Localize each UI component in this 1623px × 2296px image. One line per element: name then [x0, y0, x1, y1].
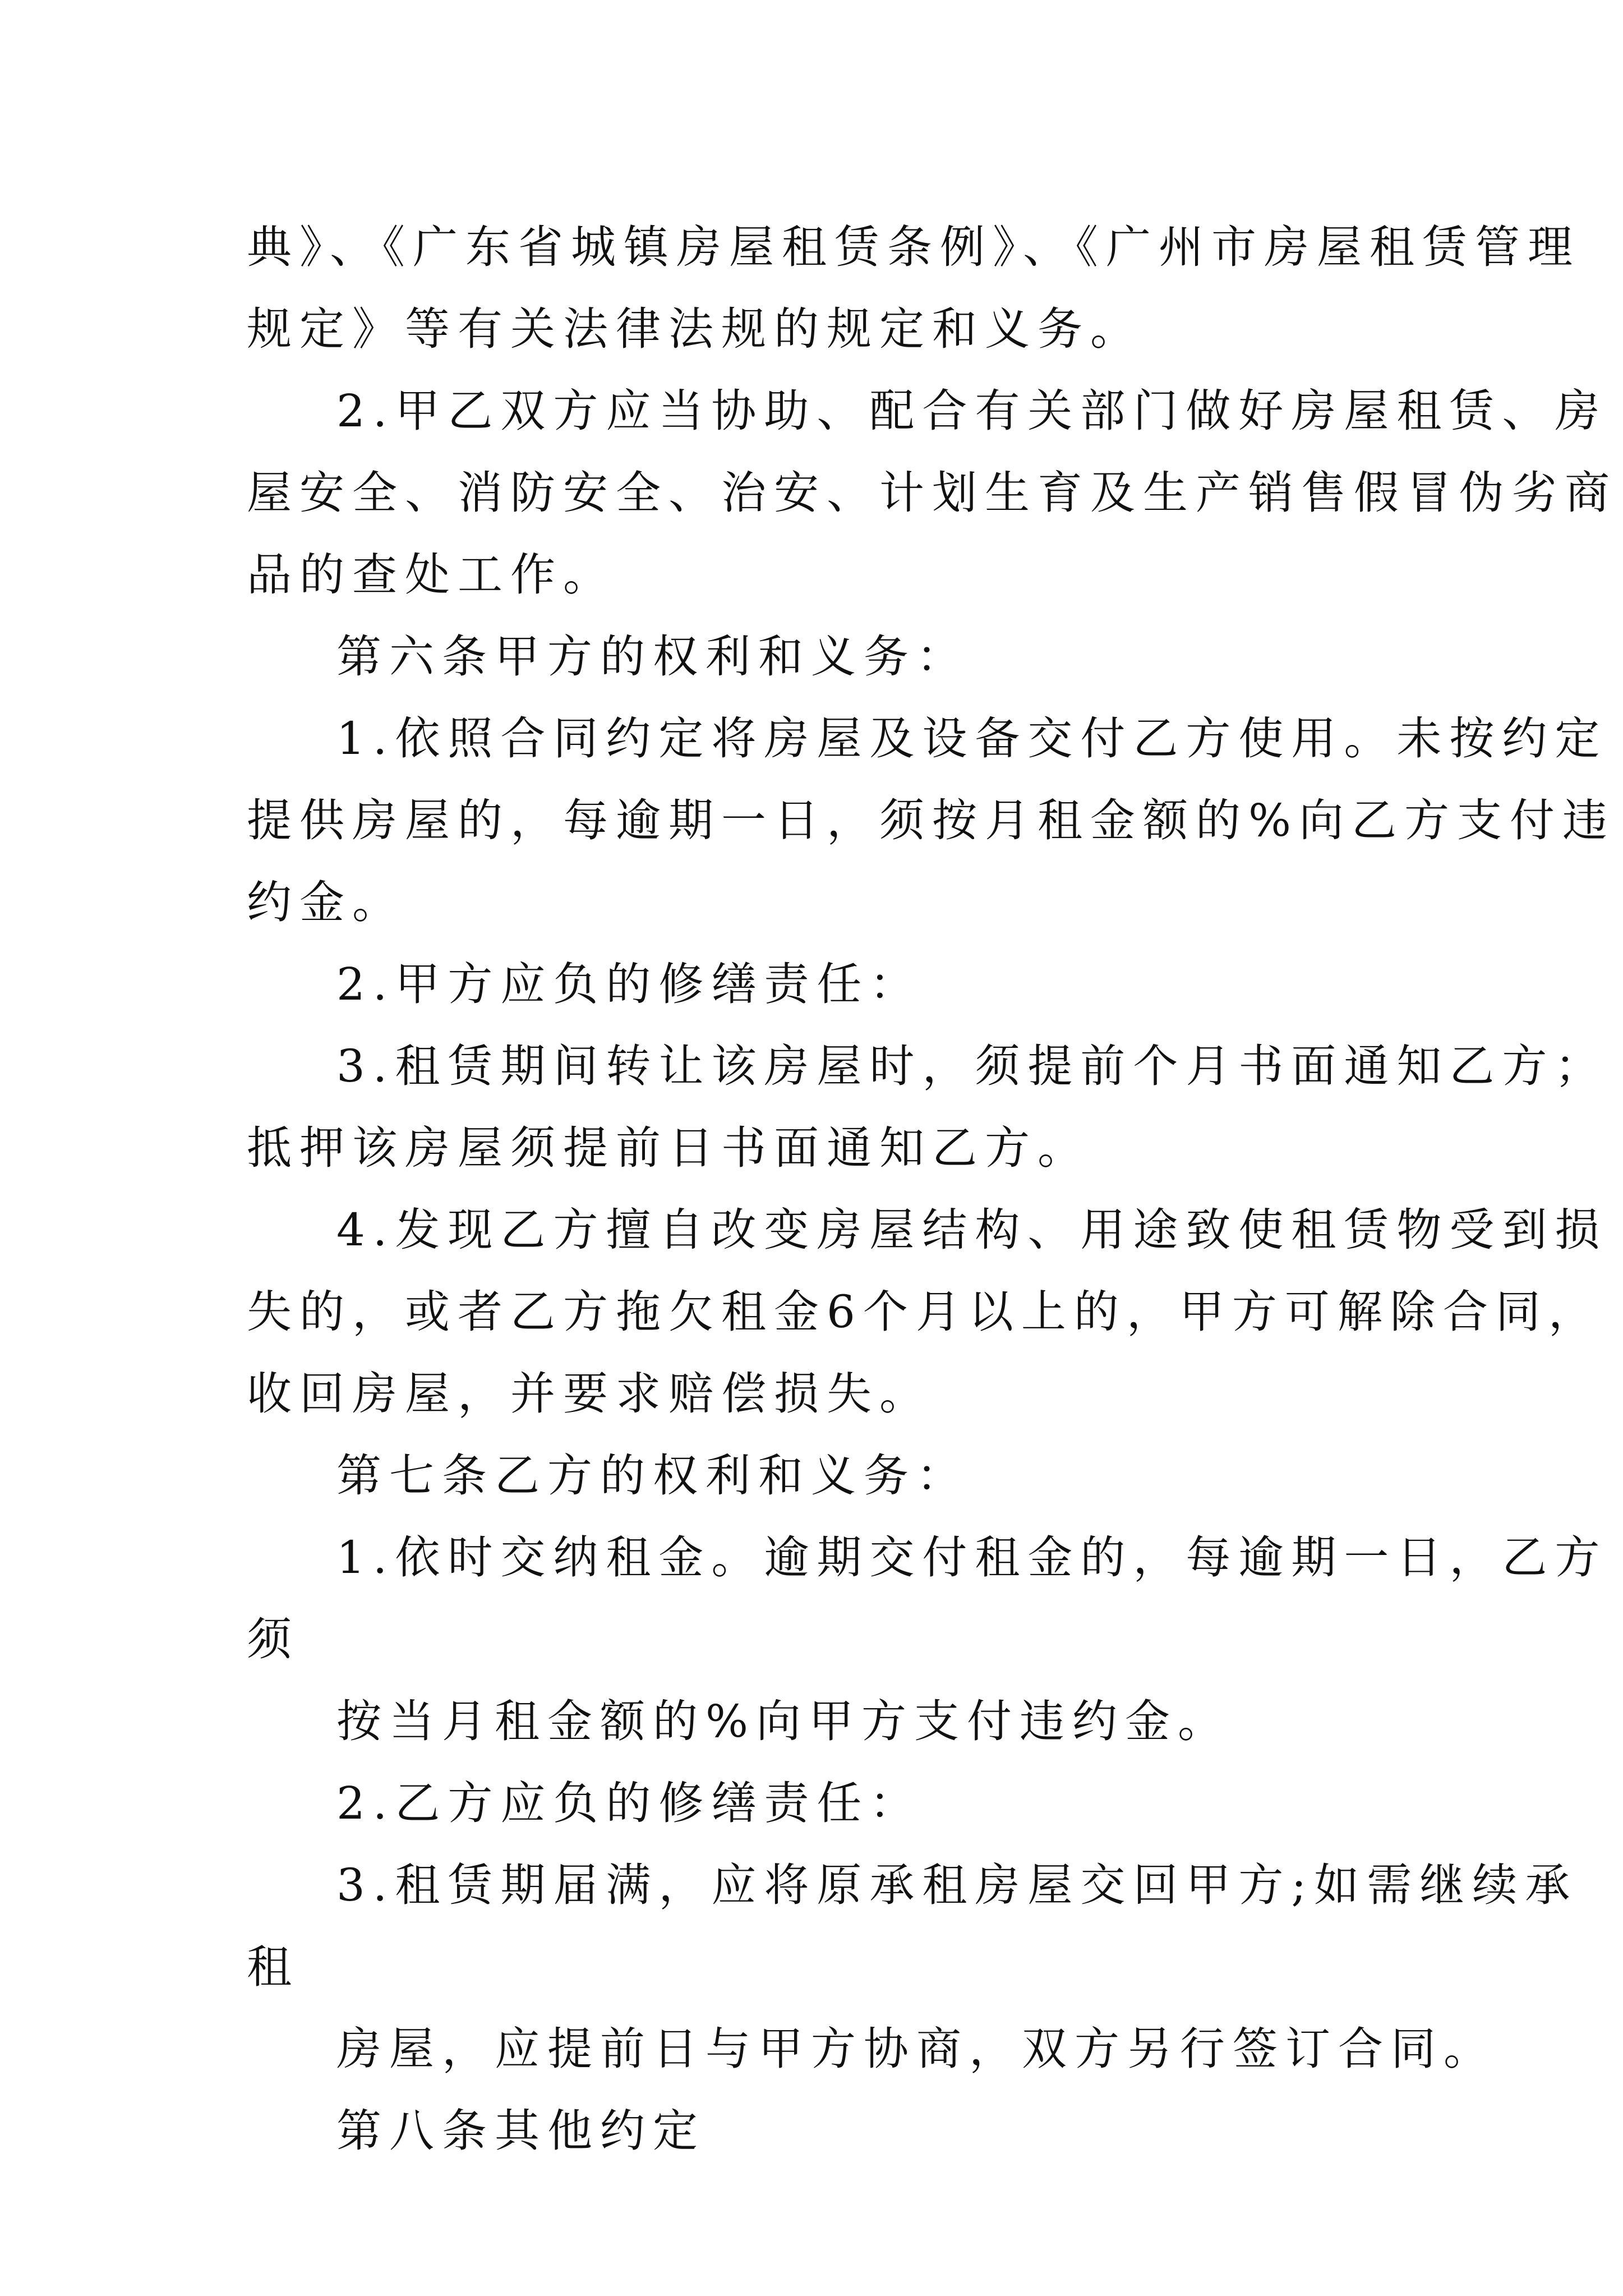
text-line: 约金。: [247, 876, 405, 928]
text-line: 4.发现乙方擅自改变房屋结构、用途致使租赁物受到损: [336, 1204, 1608, 1256]
text-line: 收回房屋，并要求赔偿损失。: [247, 1368, 932, 1420]
text-line: 1.依时交纳租金。逾期交付租金的，每逾期一日，乙方: [336, 1531, 1608, 1584]
section-heading: 第八条其他约定: [336, 2105, 706, 2157]
text-line: 2.甲方应负的修缮责任：: [336, 958, 923, 1010]
text-line: 3.租赁期届满，应将原承租房屋交回甲方;如需继续承: [336, 1859, 1578, 1911]
text-line: 房屋，应提前日与甲方协商，双方另行签订合同。: [336, 2023, 1496, 2075]
section-heading: 第七条乙方的权利和义务：: [336, 1450, 969, 1502]
text-line: 品的查处工作。: [247, 549, 616, 601]
text-line: 典》、《广东省城镇房屋租赁条例》、《广州市房屋租赁管理: [247, 221, 1580, 273]
document-body: [247, 206, 1617, 2172]
text-line: 2.乙方应负的修缮责任：: [336, 1777, 923, 1829]
text-line: 提供房屋的，每逾期一日，须按月租金额的%向乙方支付违: [247, 794, 1616, 846]
text-line: 3.租赁期间转让该房屋时，须提前个月书面通知乙方；: [336, 1040, 1608, 1092]
text-line: 2.甲乙双方应当协助、配合有关部门做好房屋租赁、房: [336, 385, 1608, 437]
text-line: 失的，或者乙方拖欠租金6个月以上的，甲方可解除合同，: [247, 1286, 1601, 1338]
text-line: 须: [247, 1613, 299, 1665]
section-heading: 第六条甲方的权利和义务：: [336, 631, 969, 683]
text-line: 抵押该房屋须提前日书面通知乙方。: [247, 1122, 1090, 1174]
text-line: 租: [247, 1941, 299, 1993]
text-line: 规定》等有关法律法规的规定和义务。: [247, 303, 1143, 355]
text-line: 屋安全、消防安全、治安、计划生育及生产销售假冒伪劣商: [247, 467, 1617, 519]
text-line: 按当月租金额的%向甲方支付违约金。: [336, 1695, 1231, 1747]
text-line: 1.依照合同约定将房屋及设备交付乙方使用。未按约定: [336, 712, 1608, 765]
